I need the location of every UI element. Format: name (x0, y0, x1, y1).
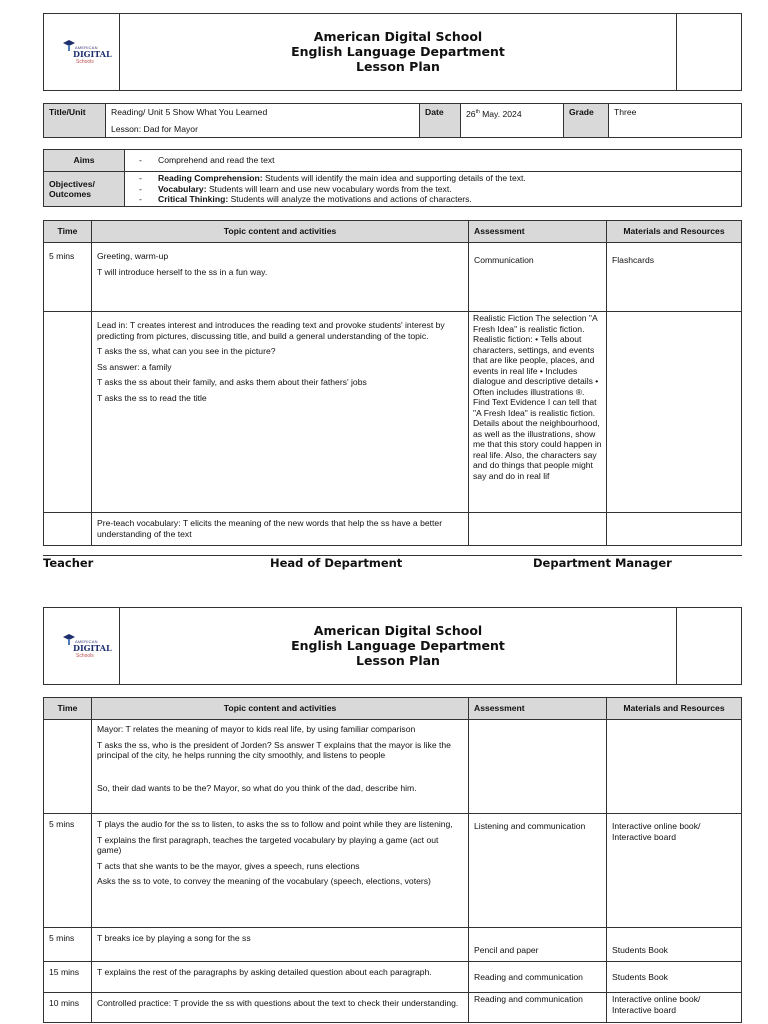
header-titles (119, 623, 677, 668)
table-row (44, 928, 742, 962)
row-materials (607, 312, 742, 513)
col-time: Time (44, 221, 92, 243)
school-name: American Digital School (313, 623, 483, 638)
row-materials: Students Book (607, 962, 742, 993)
date-label: Date (420, 104, 461, 138)
aims-label: Aims (44, 150, 125, 172)
row-time: 15 mins (44, 962, 92, 993)
title-unit-label: Title/Unit (44, 104, 106, 138)
objectives-list (125, 172, 742, 207)
header-right-cell (676, 14, 741, 90)
row-assessment: Realistic Fiction The selection "A Fresh Idea" is realistic fiction. Realistic fiction: • Tells about characters, settings, and events that are like people, places, and events in real life • Includes dialogue and descriptive details • Often includes illustrations ®. Find Text Evidence I can tell that "A Fresh Idea" is realistic fiction. Details about the neighbourhood, as well as the illustrations, show me that this story could happen in real life. Also, the characters say and do things that people might say and do in real lif (469, 312, 607, 513)
row-materials: Interactive online book/ Interactive board (607, 814, 742, 928)
col-topic: Topic content and activities (92, 698, 469, 720)
document-title: Lesson Plan (356, 59, 440, 74)
row-materials: Flashcards (607, 243, 742, 312)
objective-item: - Reading Comprehension: Students will identify the main idea and supporting details of the text. (139, 173, 526, 183)
row-activity: Controlled practice: T provide the ss with questions about the text to check their understanding. (92, 993, 469, 1023)
table-row (44, 720, 742, 814)
school-logo-cell (44, 14, 120, 90)
lesson-name: Lesson: Dad for Mayor (106, 121, 420, 138)
title-unit-value: Reading/ Unit 5 Show What You Learned (106, 104, 420, 121)
col-materials: Materials and Resources (607, 698, 742, 720)
logo-text-bottom: Schools (76, 59, 94, 65)
objective-item: - Vocabulary: Students will learn and use new vocabulary words from the text. (139, 183, 452, 194)
grade-label: Grade (564, 104, 609, 138)
aims-value: - Comprehend and read the text (125, 150, 742, 172)
signature-head: Head of Department (270, 556, 403, 570)
row-assessment (469, 513, 607, 546)
logo-text-main: DIGITAL (73, 643, 112, 653)
row-assessment: Communication (469, 243, 607, 312)
row-activity: Pre-teach vocabulary: T elicits the meaning of the new words that help the ss have a better understanding of the text (92, 513, 469, 546)
aims-table (43, 149, 742, 207)
row-assessment: Reading and communication (469, 962, 607, 993)
row-activity: Lead in: T creates interest and introduces the reading text and provoke students' interest by predicting from pictures, discussing title, and build a general understanding of the topic. T asks the ss, what can you see in the picture? Ss answer: a family T asks the ss about their family, and asks them about their fathers' jobs T asks the ss to read the title (92, 312, 469, 513)
col-topic: Topic content and activities (92, 221, 469, 243)
table-row (44, 814, 742, 928)
school-logo (62, 38, 112, 68)
objectives-label: Objectives/ Outcomes (44, 172, 125, 207)
lesson-plan-header-page2 (43, 607, 742, 685)
col-materials: Materials and Resources (607, 221, 742, 243)
row-assessment (469, 720, 607, 814)
department-name: English Language Department (291, 44, 505, 59)
logo-text-top: AMERICAN (75, 639, 98, 644)
logo-text-bottom: Schools (76, 653, 94, 659)
row-activity: T explains the rest of the paragraphs by asking detailed question about each paragraph. (92, 962, 469, 993)
lesson-plan-header (43, 13, 742, 91)
header-titles (119, 29, 677, 74)
row-materials (607, 720, 742, 814)
row-time (44, 312, 92, 513)
row-activity: Greeting, warm-up T will introduce herself to the ss in a fun way. (92, 243, 469, 312)
col-assessment: Assessment (469, 221, 607, 243)
row-activity: T plays the audio for the ss to listen, to asks the ss to follow and point while they are listening, T explains the first paragraph, teaches the targeted vocabulary by playing a game (act out game) T acts that she wants to be the mayor, gives a speech, runs elections Asks the ss to vote, to convey the meaning of the vocabulary (speech, elections, voters) (92, 814, 469, 928)
document-title: Lesson Plan (356, 653, 440, 668)
row-materials: Students Book (607, 928, 742, 962)
school-logo-cell (44, 608, 120, 684)
row-time (44, 513, 92, 546)
col-time: Time (44, 698, 92, 720)
date-value: 26th May. 2024 (461, 104, 564, 138)
col-assessment: Assessment (469, 698, 607, 720)
table-row (44, 962, 742, 993)
table-row (44, 513, 742, 546)
row-time: 5 mins (44, 243, 92, 312)
row-time (44, 720, 92, 814)
row-assessment: Reading and communication (469, 993, 607, 1023)
info-table (43, 103, 742, 138)
row-materials (607, 513, 742, 546)
objective-item: - Critical Thinking: Students will analyze the motivations and actions of characters. (139, 194, 472, 204)
row-activity: T breaks ice by playing a song for the ss (92, 928, 469, 962)
school-name: American Digital School (313, 29, 483, 44)
row-assessment: Pencil and paper (469, 928, 607, 962)
row-time: 5 mins (44, 928, 92, 962)
row-assessment: Listening and communication (469, 814, 607, 928)
grade-value: Three (609, 104, 742, 138)
activities-table-1 (43, 220, 742, 546)
activities-table-2 (43, 697, 742, 1023)
table-row (44, 993, 742, 1023)
logo-text-main: DIGITAL (73, 49, 112, 59)
row-time: 5 mins (44, 814, 92, 928)
school-logo (62, 632, 112, 662)
row-time: 10 mins (44, 993, 92, 1023)
row-activity: Mayor: T relates the meaning of mayor to kids real life, by using familiar comparison T asks the ss, who is the president of Jorden? Ss answer T explains that the mayor is like the principal of the city, he helps running the city smoothly, and listens to people So, their dad wants to be the? Mayor, so what do you think of the dad, describe him. (92, 720, 469, 814)
row-materials: Interactive online book/ Interactive board (607, 993, 742, 1023)
table-row (44, 312, 742, 513)
header-right-cell (676, 608, 741, 684)
department-name: English Language Department (291, 638, 505, 653)
signature-teacher: Teacher (43, 556, 94, 570)
table-row (44, 243, 742, 312)
signature-manager: Department Manager (533, 556, 672, 570)
logo-text-top: AMERICAN (75, 45, 98, 50)
